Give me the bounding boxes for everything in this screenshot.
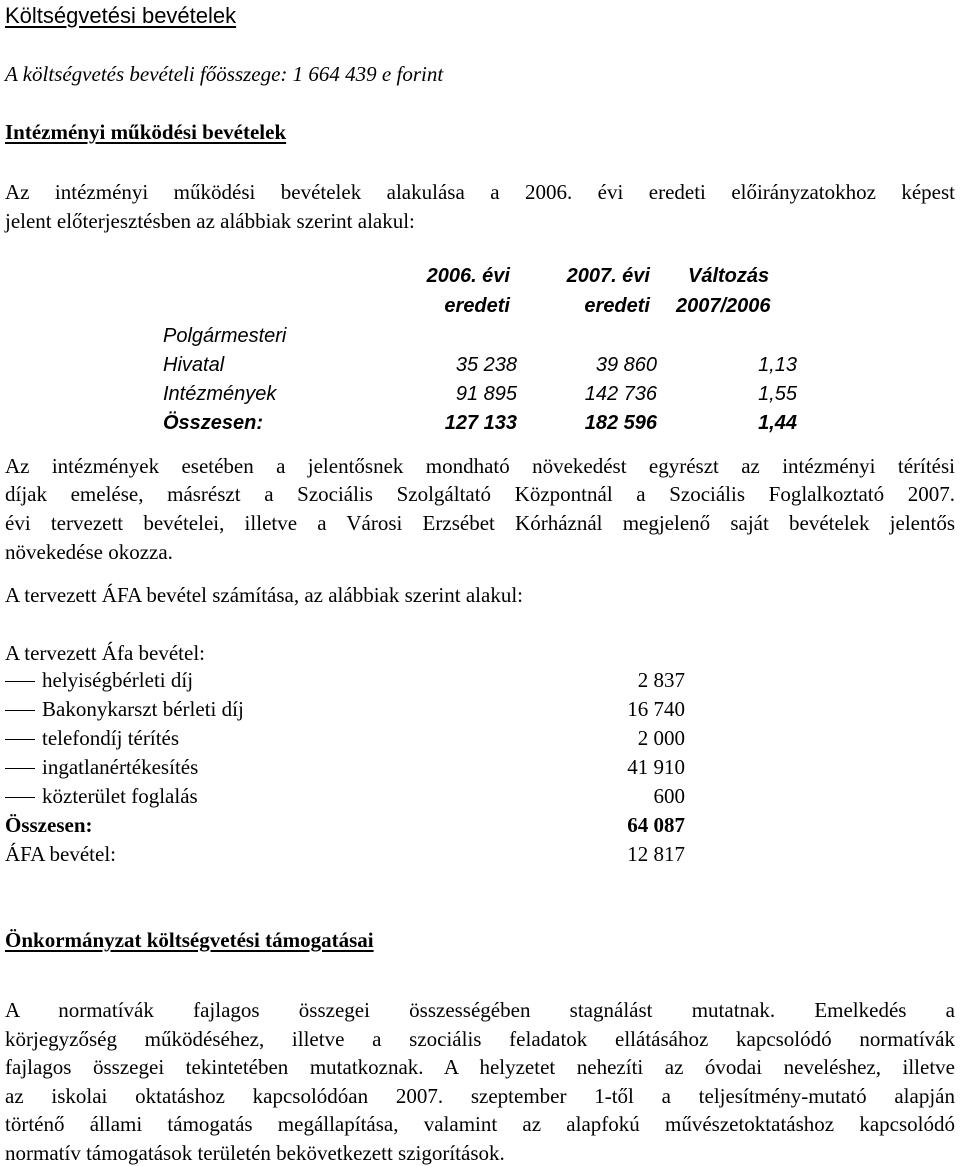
paragraph-1-text: díjak emelése, másrészt a Szociális Szolgáltató Központnál a Szociális Foglalkoztató 2007.	[5, 482, 955, 506]
table-cell: 1,55	[758, 383, 797, 405]
afa-item-label: ingatlanértékesítés	[42, 755, 199, 779]
paragraph-1-line	[5, 482, 955, 507]
paragraph-3-text: fajlagos összegei tekintetében mutatkoznak. A helyzetet nehezíti az óvodai neveléshez, illetve	[5, 1055, 955, 1079]
table-header-2006: 2006. évi	[426, 265, 510, 287]
list-item	[5, 757, 685, 781]
intro-line-2: jelent előterjesztésben az alábbiak szerint alakul:	[5, 209, 415, 233]
paragraph-3-line	[5, 998, 955, 1023]
table-row-label: Intézmények	[163, 383, 277, 405]
paragraph-3-line	[5, 1027, 955, 1052]
dash-bullet	[5, 710, 35, 711]
afa-item-label: közterület foglalás	[42, 784, 198, 808]
afa-heading: A tervezett Áfa bevétel:	[5, 641, 205, 665]
table-row-label: Polgármesteri	[163, 325, 287, 347]
afa-item-value: 16 740	[627, 697, 685, 721]
afa-item-value: 600	[653, 784, 685, 808]
table-total-cell: 182 596	[584, 412, 657, 434]
dash-bullet	[5, 681, 35, 682]
paragraph-1-line	[5, 511, 955, 536]
dash-bullet	[5, 768, 35, 769]
table-total-label: Összesen:	[163, 412, 264, 434]
paragraph-3-text: történő állami támogatás megállapítása, valamint az alapfokú művészetoktatáshoz kapcsolódó	[5, 1112, 955, 1136]
paragraph-1-text: évi tervezett bevételei, illetve a Városi Erzsébet Kórháznál megjelenő saját bevételek jelentős	[5, 511, 955, 535]
paragraph-3-line	[5, 1112, 955, 1137]
afa-item-value: 41 910	[627, 755, 685, 779]
afa-item-label: Bakonykarszt bérleti díj	[42, 697, 244, 721]
table-cell: 35 238	[455, 354, 517, 376]
paragraph-3-text: az iskolai oktatáshoz kapcsolódóan 2007. szeptember 1-től a teljesítmény-mutató alapján	[5, 1084, 955, 1108]
intro-line-1	[5, 180, 955, 205]
table-subheader-2006: eredeti	[444, 295, 510, 317]
table-subheader-change: 2007/2006	[676, 295, 771, 317]
paragraph-3-line	[5, 1055, 955, 1080]
afa-item-label: helyiségbérleti díj	[42, 668, 194, 692]
intro-line-1-text: Az intézményi működési bevételek alakulása a 2006. évi eredeti előirányzatokhoz képest	[5, 180, 955, 204]
list-item	[5, 699, 685, 723]
table-header-2007: 2007. évi	[566, 265, 650, 287]
table-cell: 39 860	[595, 354, 657, 376]
list-item	[5, 670, 685, 694]
table-cell: 1,13	[758, 354, 797, 376]
afa-revenue-value: 12 817	[627, 842, 685, 866]
table-cell: 142 736	[584, 383, 657, 405]
afa-item-label: telefondíj térítés	[42, 726, 180, 750]
page-title: Költségvetési bevételek	[5, 3, 237, 28]
afa-revenue-row	[5, 844, 685, 868]
paragraph-3-text: A normatívák fajlagos összegei összességében stagnálást mutatnak. Emelkedés a	[5, 998, 955, 1022]
paragraph-1-line	[5, 454, 955, 479]
afa-item-value: 2 837	[637, 668, 685, 692]
paragraph-3-line: normatív támogatások területén bekövetkezett szigorítások.	[5, 1141, 505, 1165]
afa-total-row	[5, 815, 685, 839]
table-cell: 91 895	[455, 383, 517, 405]
afa-total-value: 64 087	[627, 813, 685, 837]
budget-total-line: A költségvetés bevételi főösszege: 1 664 439 e forint	[5, 62, 444, 86]
list-item	[5, 728, 685, 752]
dash-bullet	[5, 797, 35, 798]
dash-bullet	[5, 739, 35, 740]
paragraph-1-text: Az intézmények esetében a jelentősnek mondható növekedést egyrészt az intézményi térítési	[5, 454, 955, 478]
paragraph-3-line	[5, 1084, 955, 1109]
table-total-cell: 127 133	[444, 412, 517, 434]
afa-revenue-label: ÁFA bevétel:	[5, 842, 117, 866]
table-total-cell: 1,44	[758, 412, 797, 434]
table-subheader-2007: eredeti	[584, 295, 650, 317]
paragraph-2: A tervezett ÁFA bevétel számítása, az alábbiak szerint alakul:	[5, 583, 523, 607]
afa-total-label: Összesen:	[5, 813, 93, 837]
table-row-label: Hivatal	[163, 354, 225, 376]
paragraph-1-line: növekedése okozza.	[5, 540, 173, 564]
table-header-change: Változás	[688, 265, 770, 287]
section-heading-subsidies: Önkormányzat költségvetési támogatásai	[5, 928, 374, 952]
afa-item-value: 2 000	[637, 726, 685, 750]
section-heading-institutional-revenue: Intézményi működési bevételek	[5, 120, 287, 144]
list-item	[5, 786, 685, 810]
paragraph-3-text: körjegyzőség működéséhez, illetve a szociális feladatok ellátásához kapcsolódó normatívák	[5, 1027, 955, 1051]
